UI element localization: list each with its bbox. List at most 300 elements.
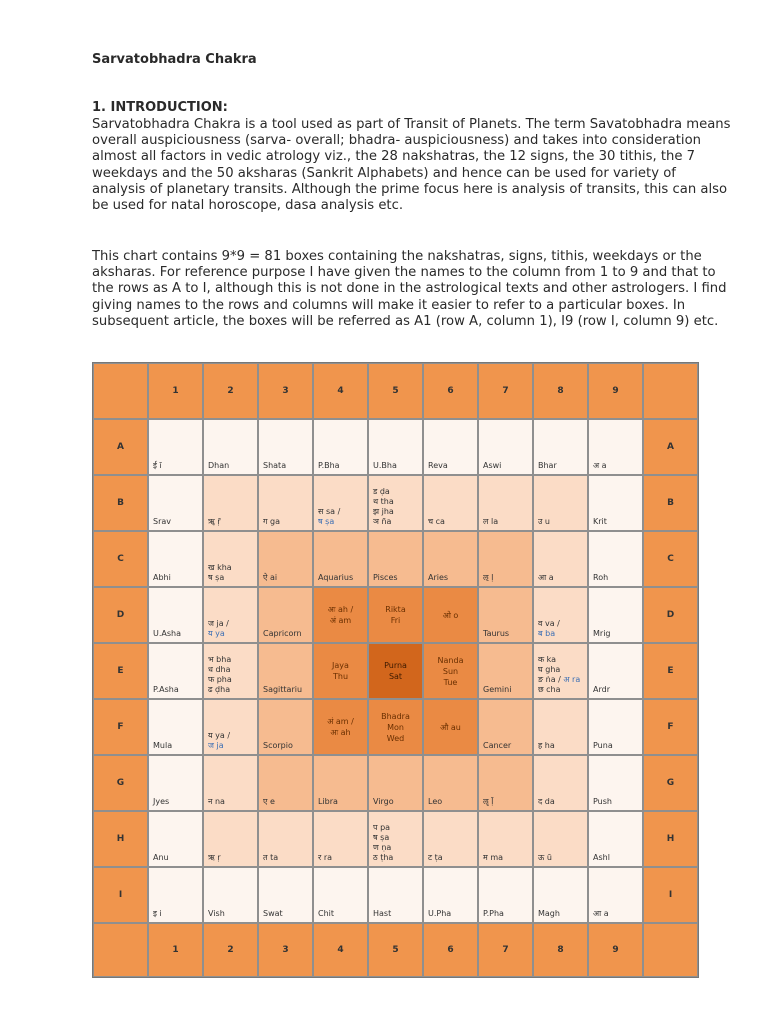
cell-text bbox=[208, 797, 255, 807]
cell-line: Thu bbox=[332, 672, 349, 681]
row-label: G bbox=[93, 755, 148, 811]
cell-line bbox=[593, 517, 640, 527]
cell-text bbox=[373, 823, 420, 863]
cell-line bbox=[483, 853, 530, 863]
chart-cell-H7 bbox=[478, 811, 533, 867]
cell-line bbox=[208, 563, 255, 573]
cell-text bbox=[208, 909, 255, 919]
column-label: 9 bbox=[588, 363, 643, 419]
row-label: I bbox=[643, 867, 698, 923]
cell-text bbox=[263, 517, 310, 527]
cell-line-text: ऌ ḷ bbox=[483, 573, 494, 582]
column-label: 1 bbox=[148, 363, 203, 419]
cell-center-text bbox=[314, 644, 367, 698]
cell-line-text: Anu bbox=[153, 853, 169, 862]
cell-text bbox=[373, 461, 420, 471]
cell-line-text: ज ja bbox=[208, 741, 224, 750]
cell-line-text: P.Pha bbox=[483, 909, 504, 918]
cell-text bbox=[153, 685, 200, 695]
cell-line: Wed bbox=[386, 733, 405, 743]
chart-cell-H2 bbox=[203, 811, 258, 867]
cell-text bbox=[208, 731, 255, 751]
chart-cell-E6 bbox=[423, 643, 478, 699]
cell-line-text: P.Asha bbox=[153, 685, 179, 694]
cell-line-text: च ca bbox=[428, 517, 445, 526]
cell-line bbox=[263, 909, 310, 919]
cell-text bbox=[428, 797, 475, 807]
intro-paragraph: Sarvatobhadra Chakra is a tool used as part of Transit of Planets. The term Savatobhadra means overall auspiciousness (sarva- overall; bhadra- auspiciousness) and takes into consideration almost all factors in vedic atrology viz., the 28 nakshatras, the 12 signs, the 30 tithis, the 7 weekdays and the 50 aksharas (Sankrit Alphabets) and hence can be used for variety of analysis of planetary transits. Although the prime focus here is analysis of transits, this can also be used for natal horoscope, dasa analysis etc. bbox=[92, 117, 731, 214]
cell-line bbox=[373, 909, 420, 919]
cell-line bbox=[153, 797, 200, 807]
cell-line bbox=[538, 685, 585, 695]
row-label: F bbox=[93, 699, 148, 755]
cell-line-text: Push bbox=[593, 797, 612, 806]
cell-line bbox=[538, 655, 585, 665]
chart-cell-C7 bbox=[478, 531, 533, 587]
cell-line bbox=[318, 517, 365, 527]
column-label: 4 bbox=[313, 923, 368, 977]
cell-line bbox=[593, 909, 640, 919]
cell-line-text: ष ṣa bbox=[373, 833, 390, 842]
row-label: E bbox=[643, 643, 698, 699]
chart-cell-I7 bbox=[478, 867, 533, 923]
column-label: 1 bbox=[148, 923, 203, 977]
chart-cell-H1 bbox=[148, 811, 203, 867]
cell-line-text: फ pha bbox=[208, 675, 232, 684]
chart-cell-E2 bbox=[203, 643, 258, 699]
cell-line bbox=[153, 685, 200, 695]
cell-line-text: Hast bbox=[373, 909, 392, 918]
cell-text bbox=[208, 655, 255, 695]
chart-cell-E7 bbox=[478, 643, 533, 699]
cell-text bbox=[483, 797, 530, 807]
cell-line-text: व va / bbox=[538, 619, 560, 628]
column-label: 5 bbox=[368, 363, 423, 419]
column-label: 2 bbox=[203, 923, 258, 977]
cell-line-text: Shata bbox=[263, 461, 287, 470]
cell-line-text: Taurus bbox=[483, 629, 510, 638]
chart-description-paragraph: This chart contains 9*9 = 81 boxes containing the nakshatras, signs, tithis, weekdays or the aksharas. For reference purpose I have given the names to the column from 1 to 9 and that to the rows as A to I, although this is not done in the astrological texts and other astrologers. I find giving names to the rows and columns will make it easier to refer to a particular boxes. In subsequent article, the boxes will be referred as A1 (row A, column 1), I9 (row I, column 9) etc. bbox=[92, 249, 727, 329]
cell-line-text: Dhan bbox=[208, 461, 230, 470]
cell-line-text: Capricorn bbox=[263, 629, 302, 638]
cell-center-text bbox=[424, 700, 477, 754]
cell-line bbox=[373, 797, 420, 807]
cell-text bbox=[318, 853, 365, 863]
cell-text bbox=[593, 461, 640, 471]
cell-line bbox=[263, 573, 310, 583]
cell-line-text: न na bbox=[208, 797, 225, 806]
cell-text bbox=[538, 461, 585, 471]
cell-text bbox=[208, 619, 255, 639]
cell-line bbox=[208, 853, 255, 863]
cell-line-text: Virgo bbox=[373, 797, 394, 806]
cell-text bbox=[373, 573, 420, 583]
cell-line bbox=[483, 741, 530, 751]
chart-cell-C2 bbox=[203, 531, 258, 587]
cell-text bbox=[318, 797, 365, 807]
cell-line-text: आ a bbox=[593, 909, 609, 918]
cell-text bbox=[483, 461, 530, 471]
chart-cell-E4 bbox=[313, 643, 368, 699]
cell-text bbox=[153, 517, 200, 527]
cell-line bbox=[483, 573, 530, 583]
cell-line: Sat bbox=[388, 672, 403, 681]
cell-line-text: Cancer bbox=[483, 741, 512, 750]
chart-cell-B6 bbox=[423, 475, 478, 531]
chart-cell-H6 bbox=[423, 811, 478, 867]
cell-line-text: अ a bbox=[593, 461, 607, 470]
chart-cell-B5 bbox=[368, 475, 423, 531]
chart-border-cell bbox=[93, 363, 148, 419]
cell-line bbox=[373, 517, 420, 527]
cell-line-text: ल la bbox=[483, 517, 499, 526]
cell-text bbox=[153, 629, 200, 639]
cell-line-text: ञ ña bbox=[373, 517, 392, 526]
cell-line bbox=[208, 731, 255, 741]
chart-cell-A4 bbox=[313, 419, 368, 475]
chart-cell-D8 bbox=[533, 587, 588, 643]
cell-line bbox=[208, 675, 255, 685]
row-label: H bbox=[643, 811, 698, 867]
cell-text bbox=[428, 573, 475, 583]
cell-line bbox=[593, 573, 640, 583]
chart-cell-G2 bbox=[203, 755, 258, 811]
row-label: G bbox=[643, 755, 698, 811]
chart-cell-H3 bbox=[258, 811, 313, 867]
cell-line bbox=[208, 573, 255, 583]
cell-line-text: द da bbox=[538, 797, 555, 806]
cell-text bbox=[483, 741, 530, 751]
cell-text bbox=[483, 853, 530, 863]
cell-text bbox=[153, 461, 200, 471]
cell-line bbox=[263, 685, 310, 695]
sarvatobhadra-chart bbox=[92, 362, 699, 978]
cell-line bbox=[263, 797, 310, 807]
chart-cell-F9 bbox=[588, 699, 643, 755]
cell-line-text: Ardr bbox=[593, 685, 610, 694]
cell-line bbox=[373, 573, 420, 583]
cell-line-text: ख kha bbox=[208, 563, 232, 572]
cell-text bbox=[483, 909, 530, 919]
column-label: 5 bbox=[368, 923, 423, 977]
row-label: D bbox=[93, 587, 148, 643]
cell-text bbox=[483, 629, 530, 639]
cell-line bbox=[153, 853, 200, 863]
cell-line-text: Abhi bbox=[153, 573, 171, 582]
cell-line bbox=[538, 675, 585, 685]
cell-text bbox=[538, 573, 585, 583]
chart-cell-E9 bbox=[588, 643, 643, 699]
column-label: 8 bbox=[533, 923, 588, 977]
cell-line-text: य ya / bbox=[208, 731, 231, 740]
cell-text bbox=[153, 853, 200, 863]
cell-line-text: Mula bbox=[153, 741, 173, 750]
row-label: B bbox=[93, 475, 148, 531]
chart-cell-E8 bbox=[533, 643, 588, 699]
chart-cell-I5 bbox=[368, 867, 423, 923]
cell-line: Rikta bbox=[385, 605, 406, 614]
cell-line-text: ठ ṭha bbox=[373, 853, 394, 862]
cell-text bbox=[373, 909, 420, 919]
chart-border-cell bbox=[643, 363, 698, 419]
chart-cell-F8 bbox=[533, 699, 588, 755]
cell-line bbox=[483, 517, 530, 527]
cell-line: Fri bbox=[390, 616, 401, 625]
chart-cell-F6 bbox=[423, 699, 478, 755]
row-label: I bbox=[93, 867, 148, 923]
cell-text bbox=[483, 517, 530, 527]
chart-cell-G1 bbox=[148, 755, 203, 811]
cell-line-text: ड ḍa bbox=[373, 487, 390, 496]
cell-line-text: Leo bbox=[428, 797, 443, 806]
cell-text bbox=[593, 629, 640, 639]
chart-cell-G5 bbox=[368, 755, 423, 811]
chart-cell-E5 bbox=[368, 643, 423, 699]
cell-line-text: Ashl bbox=[593, 853, 610, 862]
cell-line bbox=[208, 461, 255, 471]
cell-line bbox=[318, 797, 365, 807]
chart-cell-B3 bbox=[258, 475, 313, 531]
chart-cell-A5 bbox=[368, 419, 423, 475]
cell-text bbox=[483, 573, 530, 583]
cell-line bbox=[318, 461, 365, 471]
cell-line-text: Sagittariu bbox=[263, 685, 303, 694]
cell-line bbox=[593, 629, 640, 639]
cell-line-text: U.Pha bbox=[428, 909, 452, 918]
cell-line bbox=[208, 741, 255, 751]
cell-line-text: Mrig bbox=[593, 629, 611, 638]
cell-line bbox=[428, 573, 475, 583]
chart-cell-C4 bbox=[313, 531, 368, 587]
cell-text bbox=[263, 461, 310, 471]
chart-cell-D5 bbox=[368, 587, 423, 643]
cell-line bbox=[208, 685, 255, 695]
cell-line bbox=[538, 853, 585, 863]
cell-text bbox=[538, 655, 585, 695]
cell-line bbox=[318, 909, 365, 919]
cell-line-text: ष ṣa bbox=[318, 517, 335, 526]
cell-line-text: Aries bbox=[428, 573, 449, 582]
column-label: 4 bbox=[313, 363, 368, 419]
chart-cell-I1 bbox=[148, 867, 203, 923]
chart-cell-A2 bbox=[203, 419, 258, 475]
cell-text bbox=[153, 741, 200, 751]
column-label: 9 bbox=[588, 923, 643, 977]
cell-line: Tue bbox=[443, 677, 458, 687]
chart-cell-F1 bbox=[148, 699, 203, 755]
cell-text bbox=[263, 797, 310, 807]
row-label: H bbox=[93, 811, 148, 867]
cell-text bbox=[428, 517, 475, 527]
cell-text bbox=[428, 853, 475, 863]
row-label: A bbox=[93, 419, 148, 475]
chart-cell-H9 bbox=[588, 811, 643, 867]
cell-line bbox=[373, 833, 420, 843]
row-label: D bbox=[643, 587, 698, 643]
chart-cell-B8 bbox=[533, 475, 588, 531]
cell-line bbox=[538, 573, 585, 583]
cell-line bbox=[208, 797, 255, 807]
cell-line-text: P.Bha bbox=[318, 461, 340, 470]
cell-line-text: Krit bbox=[593, 517, 607, 526]
cell-text bbox=[538, 741, 585, 751]
chart-border-cell bbox=[93, 923, 148, 977]
cell-line bbox=[208, 655, 255, 665]
cell-text bbox=[318, 573, 365, 583]
row-label: C bbox=[643, 531, 698, 587]
cell-line-text: आ a bbox=[538, 573, 554, 582]
cell-line: Mon bbox=[387, 722, 404, 732]
cell-line-text: ई ī bbox=[153, 461, 162, 470]
cell-line bbox=[153, 517, 200, 527]
cell-line bbox=[373, 853, 420, 863]
cell-line-text: Bhar bbox=[538, 461, 557, 470]
chart-cell-I4 bbox=[313, 867, 368, 923]
cell-line bbox=[593, 461, 640, 471]
cell-line-text: स sa / bbox=[318, 507, 341, 516]
cell-line bbox=[318, 573, 365, 583]
cell-line bbox=[428, 517, 475, 527]
chart-cell-E1 bbox=[148, 643, 203, 699]
cell-text bbox=[263, 853, 310, 863]
cell-line-text: ऊ ū bbox=[538, 853, 552, 862]
cell-line bbox=[593, 685, 640, 695]
chart-cell-C8 bbox=[533, 531, 588, 587]
cell-center-text bbox=[369, 644, 422, 698]
cell-line-text: ष ṣa bbox=[208, 573, 225, 582]
chart-cell-G8 bbox=[533, 755, 588, 811]
cell-line-text: Puna bbox=[593, 741, 613, 750]
cell-line bbox=[153, 461, 200, 471]
cell-text bbox=[208, 853, 255, 863]
cell-line bbox=[263, 517, 310, 527]
cell-line-text: Aquarius bbox=[318, 573, 354, 582]
cell-line-text: झ jha bbox=[373, 507, 394, 516]
cell-text bbox=[428, 461, 475, 471]
cell-line: Sun bbox=[442, 666, 459, 676]
chart-cell-D6 bbox=[423, 587, 478, 643]
cell-line-text: Gemini bbox=[483, 685, 512, 694]
chart-cell-I3 bbox=[258, 867, 313, 923]
cell-text bbox=[153, 797, 200, 807]
cell-line-text: ट ṭa bbox=[428, 853, 443, 862]
cell-line: Purna bbox=[384, 661, 407, 670]
cell-text bbox=[373, 487, 420, 527]
chart-cell-B1 bbox=[148, 475, 203, 531]
cell-line bbox=[373, 461, 420, 471]
chart-cell-C9 bbox=[588, 531, 643, 587]
cell-center-text bbox=[314, 700, 367, 754]
cell-line-text: ऋ ṛ bbox=[208, 853, 221, 862]
cell-text bbox=[263, 573, 310, 583]
page-title: Sarvatobhadra Chakra bbox=[92, 52, 257, 67]
chart-cell-I2 bbox=[203, 867, 258, 923]
cell-line: अः ah / bbox=[327, 605, 354, 614]
cell-line bbox=[153, 629, 200, 639]
chart-cell-A1 bbox=[148, 419, 203, 475]
chart-cell-D9 bbox=[588, 587, 643, 643]
cell-line bbox=[483, 685, 530, 695]
column-label: 6 bbox=[423, 923, 478, 977]
chart-cell-I9 bbox=[588, 867, 643, 923]
chart-cell-A7 bbox=[478, 419, 533, 475]
chart-cell-C6 bbox=[423, 531, 478, 587]
cell-line-text: ब ba bbox=[538, 629, 556, 638]
cell-line bbox=[208, 619, 255, 629]
cell-line bbox=[538, 619, 585, 629]
chart-cell-D1 bbox=[148, 587, 203, 643]
cell-text bbox=[208, 563, 255, 583]
row-label: E bbox=[93, 643, 148, 699]
chart-cell-G3 bbox=[258, 755, 313, 811]
chart-cell-H5 bbox=[368, 811, 423, 867]
cell-line-alt-text: अ ra bbox=[560, 675, 581, 684]
cell-line-text: त ta bbox=[263, 853, 279, 862]
cell-text bbox=[263, 629, 310, 639]
cell-line-text: र ra bbox=[318, 853, 333, 862]
cell-line bbox=[208, 665, 255, 675]
cell-line: Bhadra bbox=[381, 711, 410, 721]
cell-line-text: ध dha bbox=[208, 665, 231, 674]
chart-cell-H4 bbox=[313, 811, 368, 867]
cell-text bbox=[483, 685, 530, 695]
cell-line bbox=[483, 461, 530, 471]
cell-line bbox=[153, 909, 200, 919]
cell-line bbox=[538, 629, 585, 639]
cell-line-text: Libra bbox=[318, 797, 338, 806]
chart-border-cell bbox=[643, 923, 698, 977]
cell-line-text: ज ja / bbox=[208, 619, 229, 628]
cell-text bbox=[593, 909, 640, 919]
cell-line-text: Srav bbox=[153, 517, 172, 526]
chart-cell-H8 bbox=[533, 811, 588, 867]
cell-line-text: घ gha bbox=[538, 665, 561, 674]
cell-text bbox=[318, 507, 365, 527]
chart-cell-D2 bbox=[203, 587, 258, 643]
chart-cell-A6 bbox=[423, 419, 478, 475]
cell-line-text: Chit bbox=[318, 909, 335, 918]
cell-line-text: ॡ ḹ bbox=[483, 797, 494, 806]
cell-line-text: Magh bbox=[538, 909, 560, 918]
cell-line-text: ण ṇa bbox=[373, 843, 392, 852]
cell-text bbox=[593, 573, 640, 583]
chart-cell-F5 bbox=[368, 699, 423, 755]
cell-line-text: प pa bbox=[373, 823, 391, 832]
cell-line bbox=[428, 461, 475, 471]
cell-text bbox=[263, 909, 310, 919]
cell-text bbox=[373, 797, 420, 807]
cell-text bbox=[593, 853, 640, 863]
cell-line bbox=[263, 741, 310, 751]
cell-center-text bbox=[424, 588, 477, 642]
cell-line bbox=[483, 629, 530, 639]
column-label: 2 bbox=[203, 363, 258, 419]
cell-text bbox=[428, 909, 475, 919]
cell-line bbox=[538, 741, 585, 751]
cell-line-text: थ tha bbox=[373, 497, 394, 506]
cell-line-text: उ u bbox=[538, 517, 550, 526]
cell-line-text: इ i bbox=[153, 909, 162, 918]
column-label: 8 bbox=[533, 363, 588, 419]
chart-cell-F4 bbox=[313, 699, 368, 755]
row-label: A bbox=[643, 419, 698, 475]
cell-line bbox=[318, 853, 365, 863]
chart-cell-A9 bbox=[588, 419, 643, 475]
chart-cell-C1 bbox=[148, 531, 203, 587]
cell-center-text bbox=[424, 644, 477, 698]
cell-line bbox=[593, 797, 640, 807]
cell-text bbox=[318, 461, 365, 471]
